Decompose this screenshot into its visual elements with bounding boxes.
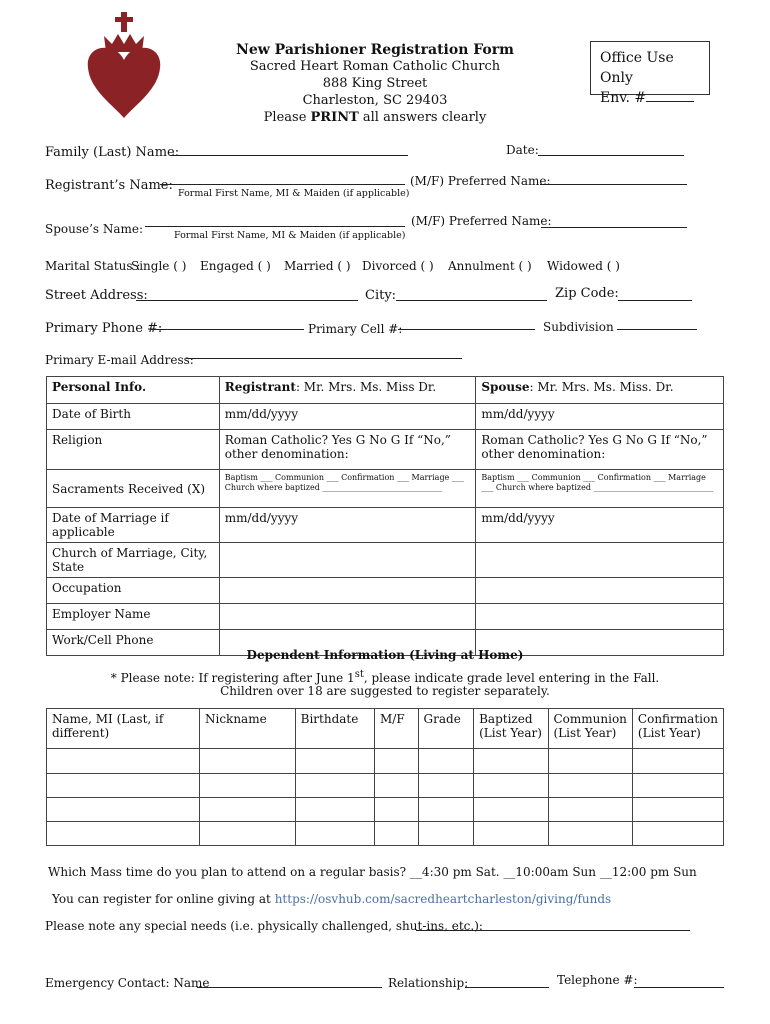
primary-email-label: Primary E-mail Address: bbox=[45, 353, 194, 367]
office-use-label: Office Use Only bbox=[600, 50, 674, 86]
registrant-formal-hint: Formal First Name, MI & Maiden (if applicable) bbox=[178, 188, 410, 199]
spouse-sacraments-field[interactable]: Baptism ___ Communion ___ Confirmation ___ Marriage ___ Church where baptized ______________________________ bbox=[476, 470, 724, 508]
row-label: Employer Name bbox=[47, 604, 220, 630]
registrant-name-field[interactable] bbox=[160, 184, 405, 185]
spouse-formal-hint: Formal First Name, MI & Maiden (if applicable) bbox=[174, 230, 406, 241]
table-row bbox=[47, 578, 724, 604]
dependent-row[interactable] bbox=[47, 798, 724, 822]
dependent-title: Dependent Information (Living at Home) bbox=[246, 648, 524, 662]
cell[interactable] bbox=[548, 749, 632, 774]
online-giving-link[interactable]: https://osvhub.com/sacredheartcharleston/giving/funds bbox=[274, 892, 612, 906]
cell[interactable] bbox=[632, 798, 723, 822]
spouse-name-field[interactable] bbox=[145, 226, 405, 227]
registrant-header[interactable]: Registrant: Mr. Mrs. Ms. Miss Dr. bbox=[219, 377, 476, 404]
street-address-field[interactable] bbox=[136, 300, 358, 301]
cell[interactable] bbox=[474, 749, 548, 774]
dependent-row[interactable] bbox=[47, 822, 724, 846]
cell[interactable] bbox=[548, 774, 632, 798]
cell[interactable] bbox=[47, 822, 200, 846]
col-communion: Communion (List Year) bbox=[548, 709, 632, 749]
spouse-marriage-church-field[interactable] bbox=[476, 543, 724, 578]
telephone-field[interactable] bbox=[634, 987, 724, 988]
cell[interactable] bbox=[47, 774, 200, 798]
spouse-employer-field[interactable] bbox=[476, 604, 724, 630]
cell[interactable] bbox=[375, 774, 419, 798]
primary-cell-field[interactable] bbox=[398, 329, 535, 330]
cell[interactable] bbox=[375, 749, 419, 774]
registrant-occupation-field[interactable] bbox=[219, 578, 476, 604]
dependent-note: * Please note: If registering after June 1st, please indicate grade level entering in the Fall. Children over 18 are suggested to register separately. bbox=[110, 669, 660, 698]
cell[interactable] bbox=[375, 798, 419, 822]
table-row bbox=[47, 508, 724, 543]
online-giving-text: You can register for online giving at https://osvhub.com/sacredheartcharleston/giving/funds bbox=[52, 892, 612, 906]
subdivision-label: Subdivision bbox=[543, 320, 614, 334]
table-row bbox=[47, 543, 724, 578]
special-needs-label: Please note any special needs (i.e. physically challenged, shut-ins, etc.): bbox=[45, 919, 483, 933]
cell[interactable] bbox=[548, 822, 632, 846]
spouse-dob-field[interactable]: mm/dd/yyyy bbox=[476, 404, 724, 430]
registrant-preferred-label: (M/F) Preferred Name: bbox=[410, 174, 551, 188]
church-street: 888 King Street bbox=[322, 76, 428, 91]
marital-engaged[interactable]: Engaged ( ) bbox=[200, 259, 271, 273]
cell[interactable] bbox=[632, 749, 723, 774]
spouse-religion-field[interactable]: Roman Catholic? Yes G No G If “No,” other denomination: bbox=[476, 430, 724, 470]
spouse-name-label: Spouse’s Name: bbox=[45, 222, 144, 236]
marital-single[interactable]: Single ( ) bbox=[131, 259, 187, 273]
family-name-label: Family (Last) Name: bbox=[45, 145, 180, 160]
marital-divorced[interactable]: Divorced ( ) bbox=[362, 259, 434, 273]
col-nickname: Nickname bbox=[200, 709, 296, 749]
dependent-header-row bbox=[47, 709, 724, 749]
primary-phone-field[interactable] bbox=[150, 329, 304, 330]
spouse-preferred-field[interactable] bbox=[541, 227, 687, 228]
personal-info-header: Personal Info. bbox=[47, 377, 220, 404]
subdivision-field[interactable] bbox=[617, 329, 697, 330]
marital-widowed[interactable]: Widowed ( ) bbox=[547, 259, 620, 273]
spouse-marriage-date-field[interactable]: mm/dd/yyyy bbox=[476, 508, 724, 543]
registrant-sacraments-field[interactable]: Baptism ___ Communion ___ Confirmation ___ Marriage ___ Church where baptized ______________________________ bbox=[219, 470, 476, 508]
col-birthdate: Birthdate bbox=[295, 709, 374, 749]
cell[interactable] bbox=[418, 749, 474, 774]
telephone-label: Telephone #: bbox=[557, 973, 638, 987]
primary-cell-label: Primary Cell #: bbox=[308, 322, 403, 336]
spouse-occupation-field[interactable] bbox=[476, 578, 724, 604]
personal-info-table bbox=[46, 376, 724, 656]
col-name: Name, MI (Last, if different) bbox=[47, 709, 200, 749]
row-label: Church of Marriage, City, State bbox=[47, 543, 220, 578]
envelope-number: Env. # bbox=[600, 88, 709, 108]
cell[interactable] bbox=[632, 774, 723, 798]
primary-email-field[interactable] bbox=[186, 358, 462, 359]
row-label: Date of Marriage if applicable bbox=[47, 508, 220, 543]
row-label: Date of Birth bbox=[47, 404, 220, 430]
marital-annulment[interactable]: Annulment ( ) bbox=[448, 259, 532, 273]
col-grade: Grade bbox=[418, 709, 474, 749]
registrant-dob-field[interactable]: mm/dd/yyyy bbox=[219, 404, 476, 430]
row-label: Religion bbox=[47, 430, 220, 470]
cell[interactable] bbox=[632, 822, 723, 846]
city-label: City: bbox=[365, 288, 397, 303]
spouse-header[interactable]: Spouse: Mr. Mrs. Ms. Miss. Dr. bbox=[476, 377, 724, 404]
cell[interactable] bbox=[548, 798, 632, 822]
print-instruction: Please PRINT all answers clearly bbox=[263, 110, 487, 125]
spouse-preferred-label: (M/F) Preferred Name: bbox=[411, 214, 552, 228]
cell[interactable] bbox=[200, 798, 296, 822]
marital-married[interactable]: Married ( ) bbox=[284, 259, 351, 273]
relationship-label: Relationship: bbox=[388, 976, 469, 990]
zip-code-label: Zip Code: bbox=[555, 286, 619, 301]
mass-time-question[interactable]: Which Mass time do you plan to attend on a regular basis? __4:30 pm Sat. __10:00am Sun __12:00 pm Sun bbox=[48, 865, 697, 879]
table-header-row bbox=[47, 377, 724, 404]
cell[interactable] bbox=[418, 774, 474, 798]
cell[interactable] bbox=[474, 798, 548, 822]
emergency-contact-label: Emergency Contact: Name bbox=[45, 976, 210, 990]
cell[interactable] bbox=[418, 798, 474, 822]
marital-status-label: Marital Status : bbox=[45, 259, 141, 273]
dependent-table bbox=[46, 708, 724, 846]
city-field[interactable] bbox=[396, 300, 547, 301]
col-gender: M/F bbox=[375, 709, 419, 749]
registrant-employer-field[interactable] bbox=[219, 604, 476, 630]
street-address-label: Street Address: bbox=[45, 288, 148, 303]
cell[interactable] bbox=[200, 822, 296, 846]
table-row bbox=[47, 470, 724, 508]
cell[interactable] bbox=[295, 749, 374, 774]
cell[interactable] bbox=[295, 798, 374, 822]
family-name-field[interactable] bbox=[170, 155, 408, 156]
relationship-field[interactable] bbox=[465, 987, 549, 988]
table-row bbox=[47, 404, 724, 430]
dependent-row[interactable] bbox=[47, 774, 724, 798]
cell[interactable] bbox=[200, 774, 296, 798]
row-label: Occupation bbox=[47, 578, 220, 604]
emergency-contact-field[interactable] bbox=[197, 987, 382, 988]
cell[interactable] bbox=[47, 749, 200, 774]
registrant-religion-field[interactable]: Roman Catholic? Yes G No G If “No,” other denomination: bbox=[219, 430, 476, 470]
date-field[interactable] bbox=[538, 155, 684, 156]
cell[interactable] bbox=[47, 798, 200, 822]
special-needs-field[interactable] bbox=[416, 930, 690, 931]
col-confirmation: Confirmation (List Year) bbox=[632, 709, 723, 749]
registrant-marriage-church-field[interactable] bbox=[219, 543, 476, 578]
cell[interactable] bbox=[200, 749, 296, 774]
cell[interactable] bbox=[418, 822, 474, 846]
office-use-box bbox=[590, 41, 710, 106]
dependent-row[interactable] bbox=[47, 749, 724, 774]
church-city: Charleston, SC 29403 bbox=[302, 93, 448, 108]
date-label: Date: bbox=[506, 143, 539, 157]
cell[interactable] bbox=[295, 822, 374, 846]
row-label: Sacraments Received (X) bbox=[47, 470, 220, 508]
registrant-preferred-field[interactable] bbox=[540, 184, 687, 185]
table-row bbox=[47, 430, 724, 470]
sacred-heart-logo bbox=[84, 10, 164, 120]
col-baptized: Baptized (List Year) bbox=[474, 709, 548, 749]
registrant-marriage-date-field[interactable]: mm/dd/yyyy bbox=[219, 508, 476, 543]
cell[interactable] bbox=[295, 774, 374, 798]
cell[interactable] bbox=[474, 822, 548, 846]
table-row bbox=[47, 604, 724, 630]
row-label: Work/Cell Phone bbox=[47, 630, 220, 656]
zip-code-field[interactable] bbox=[618, 300, 692, 301]
registrant-name-label: Registrant’s Name: bbox=[45, 178, 173, 193]
form-title: New Parishioner Registration Form bbox=[236, 42, 514, 58]
cell[interactable] bbox=[474, 774, 548, 798]
primary-phone-label: Primary Phone #: bbox=[45, 321, 163, 336]
cell[interactable] bbox=[375, 822, 419, 846]
church-name: Sacred Heart Roman Catholic Church bbox=[249, 59, 501, 74]
